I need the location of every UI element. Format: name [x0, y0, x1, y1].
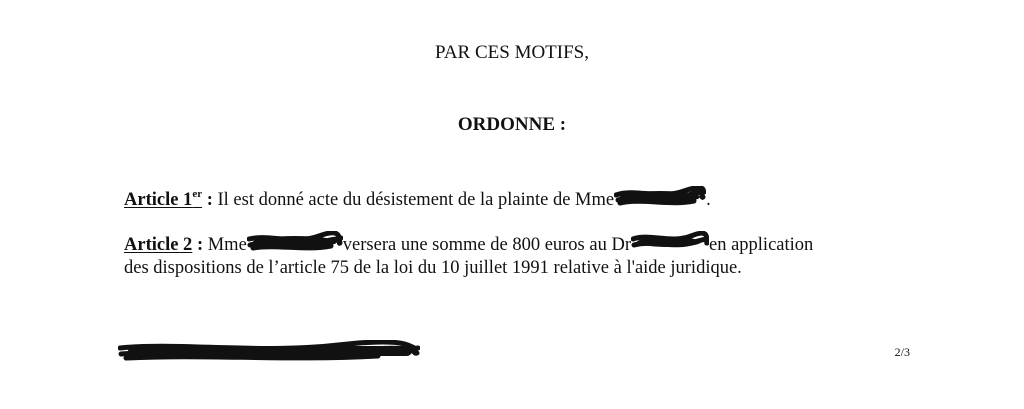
article-1-superscript: er [192, 188, 203, 200]
page-number: 2/3 [894, 345, 910, 359]
article-2-line-2: des dispositions de l’article 75 de la loi du 10 juillet 1991 relative à l'aide juridique. [124, 258, 742, 278]
article-2-paragraph [124, 231, 924, 280]
article-1-period: . [706, 190, 711, 211]
article-2-colon: : [192, 235, 204, 255]
redaction-mark [631, 231, 709, 253]
redaction-mark [247, 231, 343, 253]
article-1-colon: : [202, 190, 213, 211]
article-2-text-3: en application [709, 235, 814, 255]
article-2-label: Article 2 [124, 235, 193, 255]
article-2-text-1: Mme [203, 235, 247, 255]
heading-ordonne: ORDONNE : [457, 114, 567, 135]
heading-par-ces-motifs: PAR CES MOTIFS, [435, 42, 589, 63]
article-1-paragraph [124, 184, 924, 212]
article-1-label: Article 1er [124, 188, 203, 211]
article-1-text: Il est donné acte du désistement de la plainte de Mme [212, 190, 615, 211]
redaction-mark [614, 186, 706, 208]
article-2-text-2: versera une somme de 800 euros au Dr [342, 235, 631, 255]
footer-redaction-mark [118, 340, 420, 364]
